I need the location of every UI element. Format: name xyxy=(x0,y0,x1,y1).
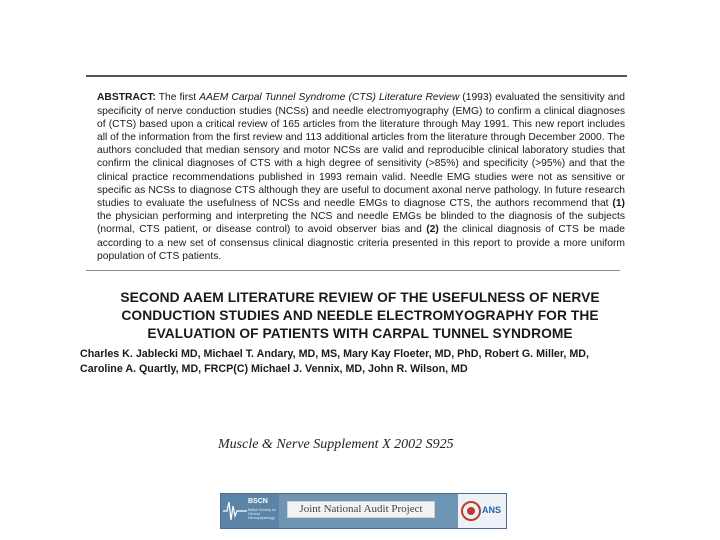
ans-logo-text: ANS xyxy=(482,505,502,515)
bscn-logo-subtext: British Society for Clinical Neurophysiology xyxy=(248,508,276,521)
ans-emblem-icon xyxy=(461,499,481,523)
bottom-divider xyxy=(86,270,620,271)
abstract-text-1: The first xyxy=(155,92,200,104)
author-list xyxy=(80,347,640,376)
abstract-review-title: AAEM Carpal Tunnel Syndrome (CTS) Literature Review xyxy=(199,92,460,104)
author-line-2: Caroline A. Quartly, MD, FRCP(C) Michael J. Vennix, MD, John R. Wilson, MD xyxy=(80,362,468,375)
abstract-point-2: (2) xyxy=(426,224,439,236)
waveform-icon xyxy=(223,498,247,524)
audit-project-banner xyxy=(220,493,507,529)
abstract-text-3: the physician performing and interpreting the NCS and needle EMGs be blinded to the diagnosis of the subjects (normal, CTS patient, or disease control) to avoid observer bias and xyxy=(97,211,625,236)
abstract-paragraph xyxy=(97,91,625,263)
author-line-1: Charles K. Jablecki MD, Michael T. Andary, MD, MS, Mary Kay Floeter, MD, PhD, Robert G. Miller, MD, xyxy=(80,348,589,360)
banner-title: Joint National Audit Project xyxy=(287,501,435,518)
top-divider xyxy=(86,75,627,77)
journal-citation: Muscle & Nerve Supplement X 2002 S925 xyxy=(218,437,454,452)
abstract-point-1: (1) xyxy=(612,197,625,209)
ans-logo xyxy=(458,494,506,528)
abstract-label: ABSTRACT: xyxy=(97,92,156,104)
abstract-text-4: the clinical diagnosis of CTS be made according to a new set of consensus clinical diagnostic criteria presented in this report to provide a more uniform population of CTS patients. xyxy=(97,224,626,262)
bscn-logo-text: BSCN xyxy=(248,498,268,505)
paper-title: SECOND AAEM LITERATURE REVIEW OF THE USEFULNESS OF NERVE CONDUCTION STUDIES AND NEEDLE ELECTROMYOGRAPHY FOR THE EVALUATION OF PATIENTS WITH CARPAL TUNNEL SYNDROME xyxy=(120,290,600,341)
abstract-text-2: (1993) evaluated the sensitivity and specificity of nerve conduction studies (NCSs) and needle electromyography (EMG) to confirm a clinical diagnoses of (CTS) based upon a critical review of 165 articles from the literature through May 1991. This new report includes all of the information from the first review and 113 additional articles from the literature through December 2000. The authors concluded that median sensory and motor NCSs are valid and reproducible clinical laboratory studies that confirm the clinical diagnoses of CTS with a high degree of sensitivity (>85%) and specificity (>95%) and that the clinical practice recommendations published in 1993 remain valid. Needle EMG studies were not as sensitive or specific as NCSs to diagnose CTS although they are useful to document axonal nerve pathology. In future research studies to evaluate the usefulness of NCSs and needle EMGs to diagnose CTS, the authors recommend that xyxy=(97,92,625,209)
bscn-logo xyxy=(221,494,279,528)
